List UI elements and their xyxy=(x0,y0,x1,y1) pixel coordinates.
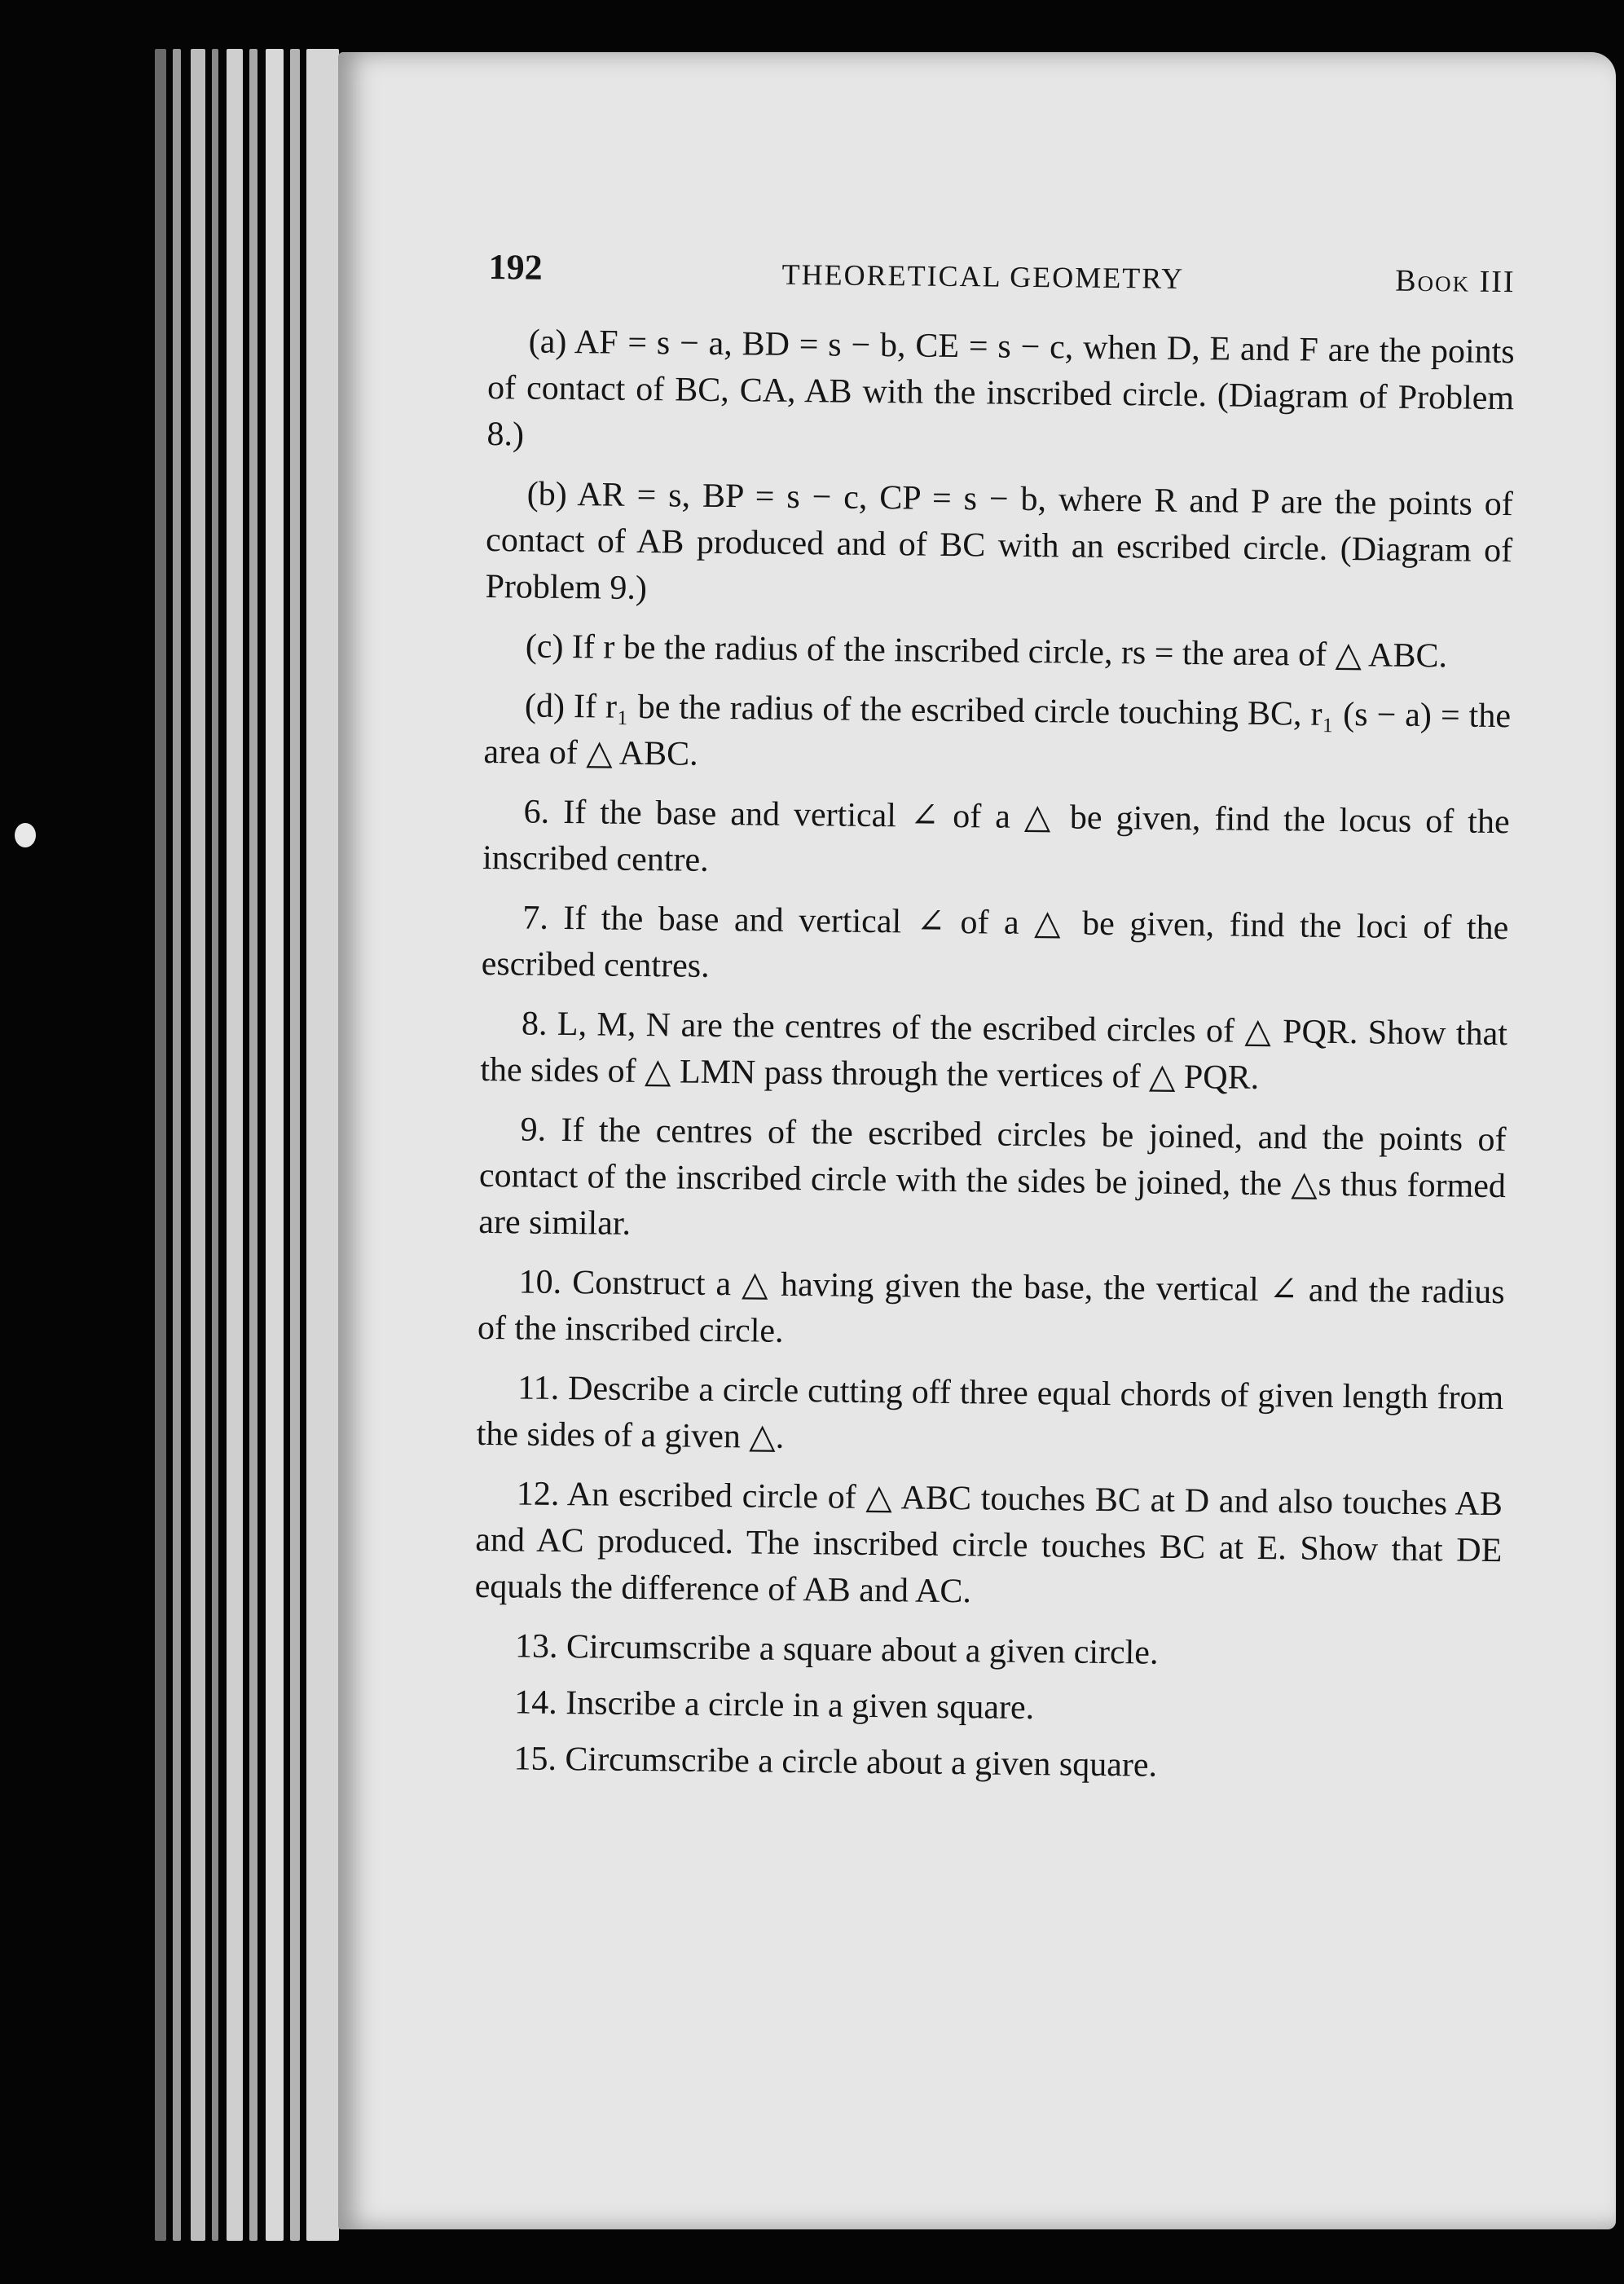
paragraph-d: (d) If r₁ be the radius of the escribed circle touching BC, r₁ (s − a) = the area of △ ABC. xyxy=(483,687,1512,773)
exercise-7: 7. If the base and vertical ∠ of a △ be given, find the loci of the escribed centres. xyxy=(481,899,1509,985)
paragraph-a: (a) AF = s − a, BD = s − b, CE = s − c, when D, E and F are the points of contact of BC, CA, AB with the inscribed circle. (Diagram of Problem 8.) xyxy=(486,323,1515,454)
page-text xyxy=(473,244,1516,1802)
paragraph-b: (b) AR = s, BP = s − c, CP = s − b, where R and P are the points of contact of AB produced and of BC with an escribed circle. (Diagram of Problem 9.) xyxy=(485,475,1513,608)
exercise-11: 11. Describe a circle cutting off three equal chords of given length from the sides of a given △. xyxy=(476,1369,1504,1456)
page-number: 192 xyxy=(488,246,543,288)
scan-dot xyxy=(15,823,36,847)
exercise-12: 12. An escribed circle of △ ABC touches BC at D and also touches AB and AC produced. The inscribed circle touches BC at E. Show that DE equals the difference of AB and AC. xyxy=(474,1475,1503,1611)
paragraph-c: (c) If r be the radius of the inscribed circle, rs = the area of △ ABC. xyxy=(525,627,1448,676)
running-title: THEORETICAL GEOMETRY xyxy=(781,257,1185,295)
exercise-13: 13. Circumscribe a square about a given circle. xyxy=(514,1627,1159,1672)
book-label: Book III xyxy=(1395,263,1516,300)
exercise-14: 14. Inscribe a circle in a given square. xyxy=(514,1683,1035,1727)
exercise-15: 15. Circumscribe a circle about a given square. xyxy=(513,1740,1158,1785)
exercise-8: 8. L, M, N are the centres of the escribed circles of △ PQR. Show that the sides of △ LMN pass through the vertices of △ PQR. xyxy=(480,1005,1508,1097)
page-edges xyxy=(122,49,350,2241)
book-page xyxy=(338,52,1616,2229)
exercise-6: 6. If the base and vertical ∠ of a △ be given, find the locus of the inscribed centre. xyxy=(482,793,1510,879)
page-header xyxy=(488,244,1516,311)
exercise-9: 9. If the centres of the escribed circles be joined, and the points of contact of the inscribed circle with the sides be joined, the △s thus formed are similar. xyxy=(478,1111,1507,1243)
exercise-10: 10. Construct a △ having given the base, the vertical ∠ and the radius of the inscribed circle. xyxy=(477,1263,1505,1350)
